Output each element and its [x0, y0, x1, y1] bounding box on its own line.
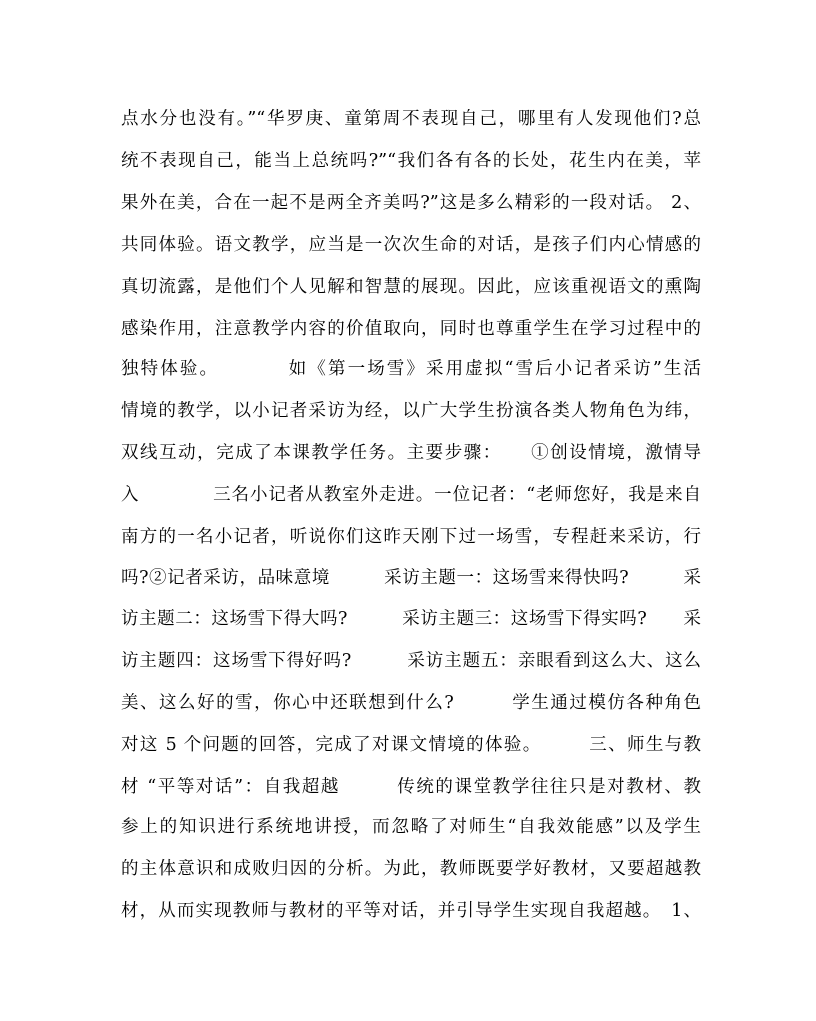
text-line: 共同体验。语文教学，应当是一次次生命的对话，是孩子们内心情感的	[121, 235, 701, 255]
text-line: 南方的一名小记者，听说你们这昨天刚下过一场雪，专程赶来采访，行	[121, 527, 701, 547]
text-line: 入 三名小记者从教室外走进。一位记者：“老师您好，我是来自	[121, 485, 701, 505]
text-line: 访主题二：这场雪下得大吗? 采访主题三：这场雪下得实吗? 采	[121, 609, 701, 629]
text-line: 真切流露，是他们个人见解和智慧的展现。因此，应该重视语文的熏陶	[121, 277, 701, 297]
text-line: 感染作用，注意教学内容的价值取向，同时也尊重学生在学习过程中的	[121, 319, 701, 339]
text-line: 情境的教学，以小记者采访为经，以广大学生扮演各类人物角色为纬，	[121, 401, 701, 421]
text-line: 独特体验。 如《第一场雪》采用虚拟“雪后小记者采访”生活	[121, 359, 701, 379]
text-line: 统不表现自己，能当上总统吗?”“我们各有各的长处，花生内在美，苹	[121, 151, 701, 171]
text-line: 双线互动，完成了本课教学任务。主要步骤： ①创设情境，激情导	[121, 443, 701, 463]
text-line: 材，从而实现教师与教材的平等对话，并引导学生实现自我超越。 1、	[121, 901, 701, 921]
text-line: 访主题四：这场雪下得好吗? 采访主题五：亲眼看到这么大、这么	[121, 651, 701, 671]
text-line: 对这 5 个问题的回答，完成了对课文情境的体验。 三、师生与教	[121, 735, 701, 755]
text-line: 美、这么好的雪，你心中还联想到什么? 学生通过模仿各种角色	[121, 693, 701, 713]
text-line: 材 “平等对话”：自我超越 传统的课堂教学往往只是对教材、教	[121, 777, 701, 797]
text-line: 参上的知识进行系统地讲授，而忽略了对师生“自我效能感”以及学生	[121, 817, 701, 837]
text-line: 吗?②记者采访，品味意境 采访主题一：这场雪来得快吗? 采	[121, 568, 701, 588]
text-line: 的主体意识和成败归因的分析。为此，教师既要学好教材，又要超越教	[121, 859, 701, 879]
text-line: 果外在美，合在一起不是两全齐美吗?”这是多么精彩的一段对话。 2、	[121, 193, 701, 213]
text-line: 点水分也没有。”“华罗庚、童第周不表现自己，哪里有人发现他们?总	[121, 109, 701, 129]
